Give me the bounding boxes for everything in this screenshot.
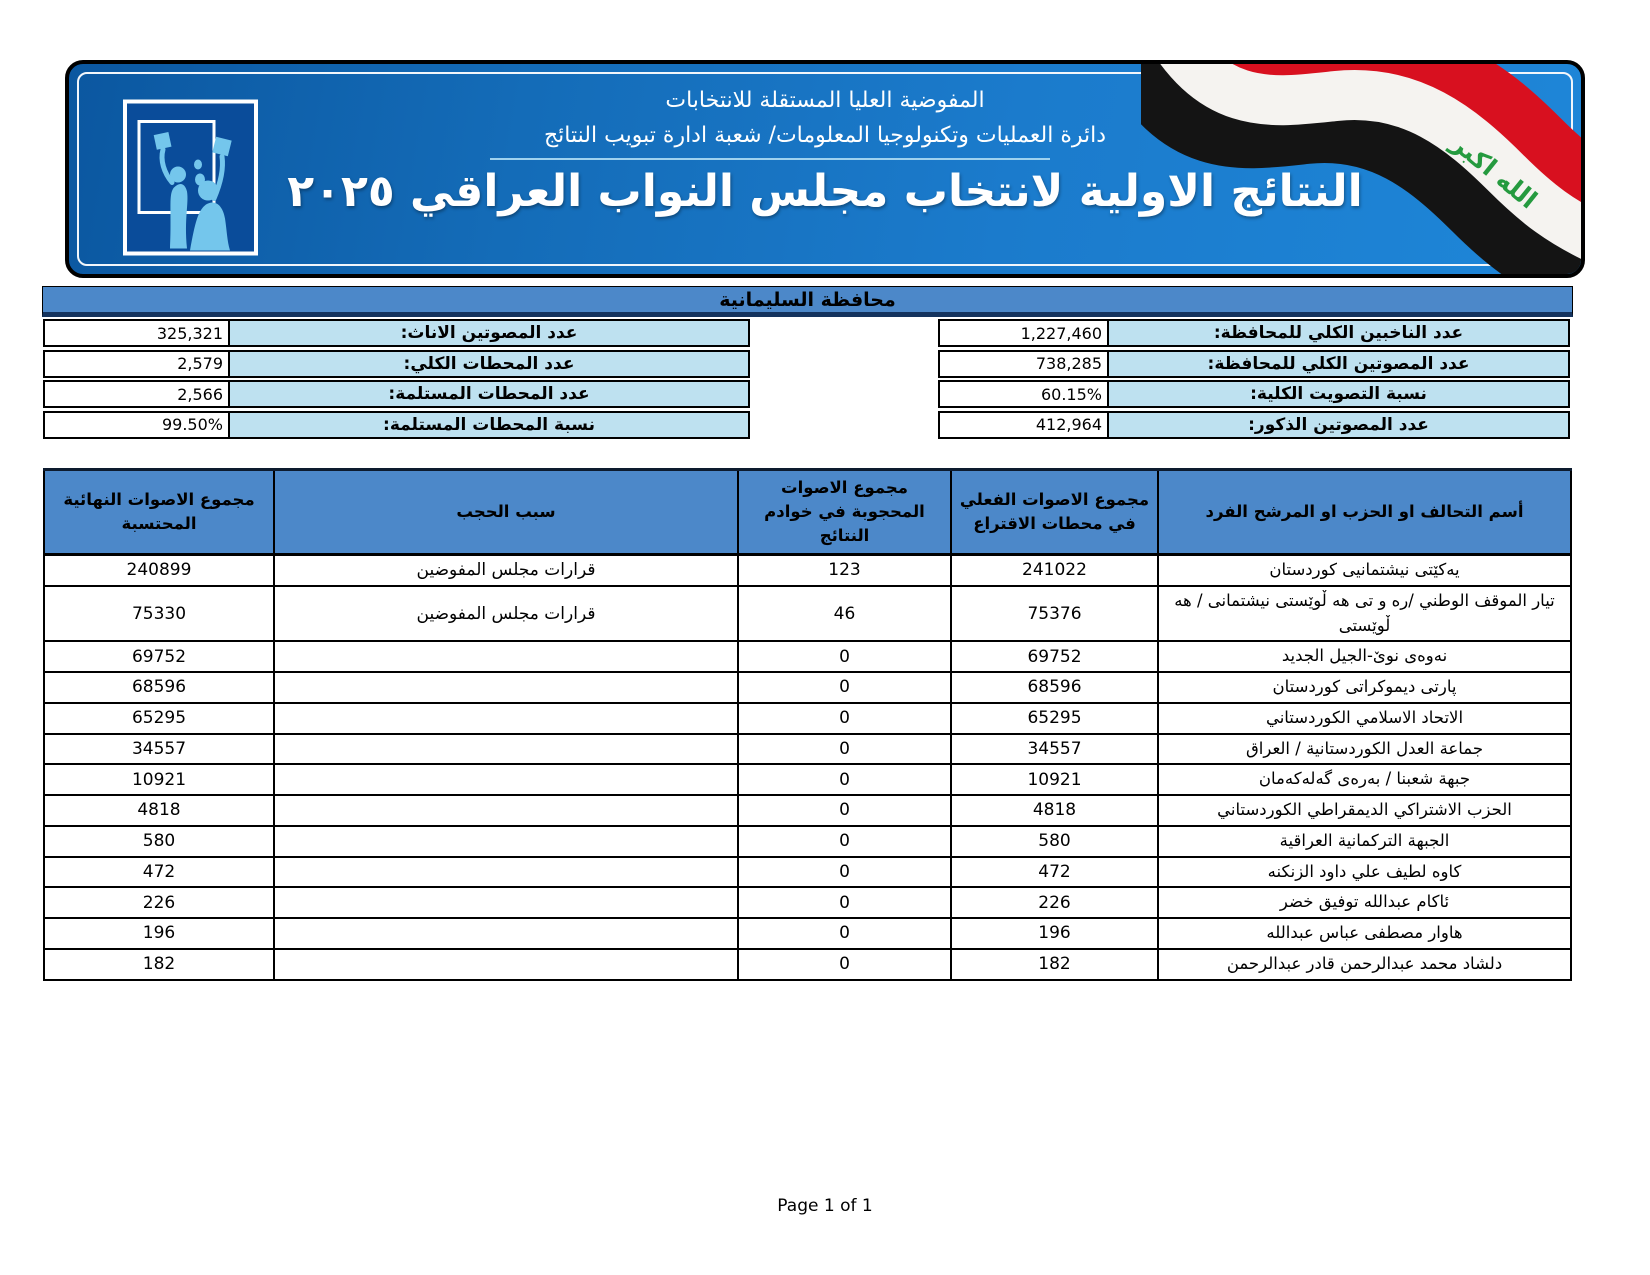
stat-label: عدد الناخبين الكلي للمحافظة: [1107,319,1570,347]
stat-row [43,411,750,439]
entity-name-cell: دلشاد محمد عبدالرحمن قادر عبدالرحمن [1158,949,1571,980]
stat-value: 325,321 [43,319,228,347]
final-votes-cell: 68596 [44,672,274,703]
withhold-reason-cell [274,826,738,857]
final-votes-cell: 226 [44,887,274,918]
withhold-reason-cell [274,918,738,949]
table-row [44,887,1571,918]
final-votes-cell: 4818 [44,795,274,826]
withhold-reason-cell [274,703,738,734]
withheld-votes-cell: 123 [738,555,951,586]
table-row [44,672,1571,703]
actual-votes-cell: 65295 [951,703,1158,734]
withhold-reason-cell [274,734,738,765]
report-title: النتائج الاولية لانتخاب مجلس النواب العراقي ٢٠٢٥ [287,166,1363,217]
stat-row [43,319,750,347]
iraq-flag-icon [1141,60,1585,278]
stat-label: عدد المحطات الكلي: [228,350,750,378]
withheld-votes-cell: 0 [738,887,951,918]
withhold-reason-cell [274,641,738,672]
results-header-row [44,470,1571,555]
table-row [44,555,1571,586]
stat-row [43,350,750,378]
stat-row [938,350,1570,378]
withheld-votes-cell: 0 [738,703,951,734]
withhold-reason-cell [274,795,738,826]
table-row [44,826,1571,857]
withhold-reason-cell: قرارات مجلس المفوضين [274,555,738,586]
stats-group-right [938,319,1570,441]
stat-label: عدد المصوتين الذكور: [1107,411,1570,439]
entity-name-cell: جماعة العدل الكوردستانية / العراق [1158,734,1571,765]
stats-group-left [43,319,750,441]
entity-name-cell: الجبهة التركمانية العراقية [1158,826,1571,857]
actual-votes-cell: 226 [951,887,1158,918]
actual-votes-cell: 10921 [951,764,1158,795]
banner-divider [490,158,1050,160]
actual-votes-cell: 34557 [951,734,1158,765]
actual-votes-cell: 196 [951,918,1158,949]
actual-votes-cell: 75376 [951,586,1158,642]
withheld-votes-cell: 0 [738,857,951,888]
table-row [44,857,1571,888]
final-votes-cell: 182 [44,949,274,980]
withheld-votes-cell: 0 [738,795,951,826]
actual-votes-cell: 69752 [951,641,1158,672]
stat-label: عدد المصوتين الاناث: [228,319,750,347]
actual-votes-cell: 4818 [951,795,1158,826]
stat-row [938,319,1570,347]
entity-name-cell: ئاكام عبدالله توفيق خضر [1158,887,1571,918]
header-final-votes: مجموع الاصوات النهائية المحتسبة [44,470,274,555]
entity-name-cell: الحزب الاشتراكي الديمقراطي الكوردستاني [1158,795,1571,826]
withhold-reason-cell [274,887,738,918]
final-votes-cell: 580 [44,826,274,857]
results-table [43,468,1572,981]
header-actual-votes: مجموع الاصوات الفعلي في محطات الاقتراع [951,470,1158,555]
flag-takbir-text: الله اكبر [1446,128,1543,215]
actual-votes-cell: 580 [951,826,1158,857]
final-votes-cell: 75330 [44,586,274,642]
actual-votes-cell: 472 [951,857,1158,888]
final-votes-cell: 69752 [44,641,274,672]
final-votes-cell: 34557 [44,734,274,765]
withhold-reason-cell: قرارات مجلس المفوضين [274,586,738,642]
department-name: دائرة العمليات وتكنولوجيا المعلومات/ شعبة ادارة تبويب النتائج [543,123,1107,148]
stat-row [938,411,1570,439]
stat-value: 60.15% [938,380,1107,408]
stat-value: 99.50% [43,411,228,439]
final-votes-cell: 65295 [44,703,274,734]
withheld-votes-cell: 0 [738,949,951,980]
table-row [44,586,1571,642]
final-votes-cell: 196 [44,918,274,949]
stat-label: نسبة المحطات المستلمة: [228,411,750,439]
stat-row [938,380,1570,408]
governorate-header [42,286,1573,317]
table-row [44,703,1571,734]
table-row [44,764,1571,795]
entity-name-cell: تيار الموقف الوطني /ره و تى هه ڵوێستى نيشتمانى / هه ڵوێستى [1158,586,1571,642]
stat-value: 2,566 [43,380,228,408]
withheld-votes-cell: 0 [738,764,951,795]
page-number: Page 1 of 1 [777,1196,873,1216]
withheld-votes-cell: 0 [738,672,951,703]
withheld-votes-cell: 0 [738,641,951,672]
stat-value: 738,285 [938,350,1107,378]
commission-name: المفوضية العليا المستقلة للانتخابات [665,88,985,113]
stat-label: عدد المحطات المستلمة: [228,380,750,408]
stat-value: 1,227,460 [938,319,1107,347]
withhold-reason-cell [274,672,738,703]
stat-value: 2,579 [43,350,228,378]
withheld-votes-cell: 46 [738,586,951,642]
withheld-votes-cell: 0 [738,734,951,765]
withhold-reason-cell [274,764,738,795]
entity-name-cell: الاتحاد الاسلامي الكوردستاني [1158,703,1571,734]
header-entity-name: أسم التحالف او الحزب او المرشح الفرد [1158,470,1571,555]
entity-name-cell: پارتى ديموكراتى كوردستان [1158,672,1571,703]
governorate-title: محافظة السليمانية [719,288,896,311]
actual-votes-cell: 182 [951,949,1158,980]
stat-label: عدد المصوتين الكلي للمحافظة: [1107,350,1570,378]
header-withhold-reason: سبب الحجب [274,470,738,555]
final-votes-cell: 240899 [44,555,274,586]
entity-name-cell: هاوار مصطفى عباس عبدالله [1158,918,1571,949]
entity-name-cell: جبهة شعبنا / بەرەى گەلەكەمان [1158,764,1571,795]
withheld-votes-cell: 0 [738,826,951,857]
entity-name-cell: كاوه لطيف علي داود الزنكنه [1158,857,1571,888]
final-votes-cell: 472 [44,857,274,888]
table-row [44,949,1571,980]
final-votes-cell: 10921 [44,764,274,795]
stat-label: نسبة التصويت الكلية: [1107,380,1570,408]
table-row [44,918,1571,949]
actual-votes-cell: 241022 [951,555,1158,586]
header-withheld-votes: مجموع الاصوات المحجوبة في خوادم النتائج [738,470,951,555]
table-row [44,795,1571,826]
entity-name-cell: نەوەى نوێ-الجيل الجديد [1158,641,1571,672]
withhold-reason-cell [274,949,738,980]
withheld-votes-cell: 0 [738,918,951,949]
table-row [44,641,1571,672]
table-row [44,734,1571,765]
commission-banner [65,60,1585,278]
stat-row [43,380,750,408]
actual-votes-cell: 68596 [951,672,1158,703]
entity-name-cell: يەكێتى نيشتمانيى كوردستان [1158,555,1571,586]
stat-value: 412,964 [938,411,1107,439]
withhold-reason-cell [274,857,738,888]
